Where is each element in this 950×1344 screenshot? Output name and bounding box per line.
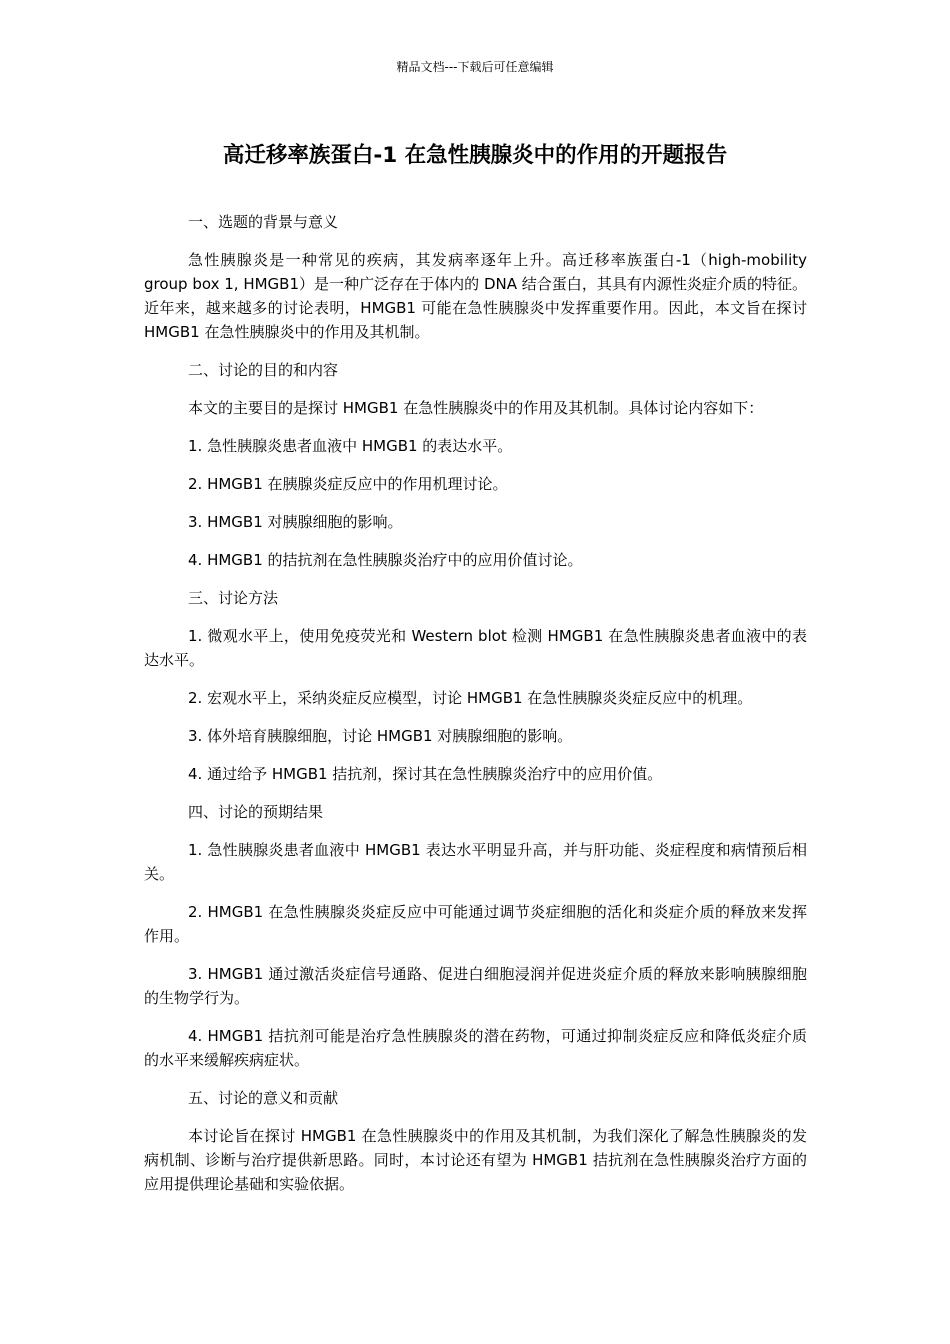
list-item-result-1: 1. 急性胰腺炎患者血液中 HMGB1 表达水平明显升高，并与肝功能、炎症程度和病情预后相关。 (144, 841, 807, 883)
list-item-result-3: 3. HMGB1 通过激活炎症信号通路、促进白细胞浸润并促进炎症介质的释放来影响胰腺细胞的生物学行为。 (144, 965, 807, 1007)
list-item-method-4: 4. 通过给予 HMGB1 拮抗剂，探讨其在急性胰腺炎治疗中的应用价值。 (188, 765, 663, 783)
list-item-result-4: 4. HMGB1 拮抗剂可能是治疗急性胰腺炎的潜在药物，可通过抑制炎症反应和降低炎症介质的水平来缓解疾病症状。 (144, 1027, 807, 1069)
list-item-method-1: 1. 微观水平上，使用免疫荧光和 Western blot 检测 HMGB1 在急性胰腺炎患者血液中的表达水平。 (144, 627, 807, 669)
document-title: 高迁移率族蛋白-1 在急性胰腺炎中的作用的开题报告 (222, 143, 728, 168)
list-item-purpose-4: 4. HMGB1 的拮抗剂在急性胰腺炎治疗中的应用价值讨论。 (188, 551, 583, 569)
paragraph-purpose: 本文的主要目的是探讨 HMGB1 在急性胰腺炎中的作用及其机制。具体讨论内容如下： (188, 399, 764, 417)
list-item-method-3: 3. 体外培育胰腺细胞，讨论 HMGB1 对胰腺细胞的影响。 (188, 727, 573, 745)
paragraph-background: 急性胰腺炎是一种常见的疾病，其发病率逐年上升。高迁移率族蛋白-1（high-mobility group box 1, HMGB1）是一种广泛存在于体内的 DNA 结合蛋白，其具有内源性炎症介质的特征。近年来，越来越多的讨论表明，HMGB1 可能在急性胰腺炎中发挥重要作用。因此，本文旨在探讨 HMGB1 在急性胰腺炎中的作用及其机制。 (144, 251, 807, 341)
list-item-result-2: 2. HMGB1 在急性胰腺炎炎症反应中可能通过调节炎症细胞的活化和炎症介质的释放来发挥作用。 (144, 903, 807, 945)
section-heading-significance: 五、讨论的意义和贡献 (188, 1089, 339, 1107)
list-item-purpose-1: 1. 急性胰腺炎患者血液中 HMGB1 的表达水平。 (188, 437, 513, 455)
list-item-purpose-2: 2. HMGB1 在胰腺炎症反应中的作用机理讨论。 (188, 475, 508, 493)
list-item-method-2: 2. 宏观水平上，采纳炎症反应模型，讨论 HMGB1 在急性胰腺炎炎症反应中的机理。 (188, 689, 753, 707)
section-heading-results: 四、讨论的预期结果 (188, 803, 324, 821)
section-heading-purpose: 二、讨论的目的和内容 (188, 361, 339, 379)
list-item-purpose-3: 3. HMGB1 对胰腺细胞的影响。 (188, 513, 403, 531)
section-heading-methods: 三、讨论方法 (188, 589, 279, 607)
page-header-note: 精品文档---下载后可任意编辑 (396, 60, 554, 74)
document-body (144, 210, 807, 1210)
section-heading-background: 一、选题的背景与意义 (188, 213, 339, 231)
paragraph-significance: 本讨论旨在探讨 HMGB1 在急性胰腺炎中的作用及其机制，为我们深化了解急性胰腺炎的发病机制、诊断与治疗提供新思路。同时，本讨论还有望为 HMGB1 拮抗剂在急性胰腺炎治疗方面的应用提供理论基础和实验依据。 (144, 1127, 807, 1193)
